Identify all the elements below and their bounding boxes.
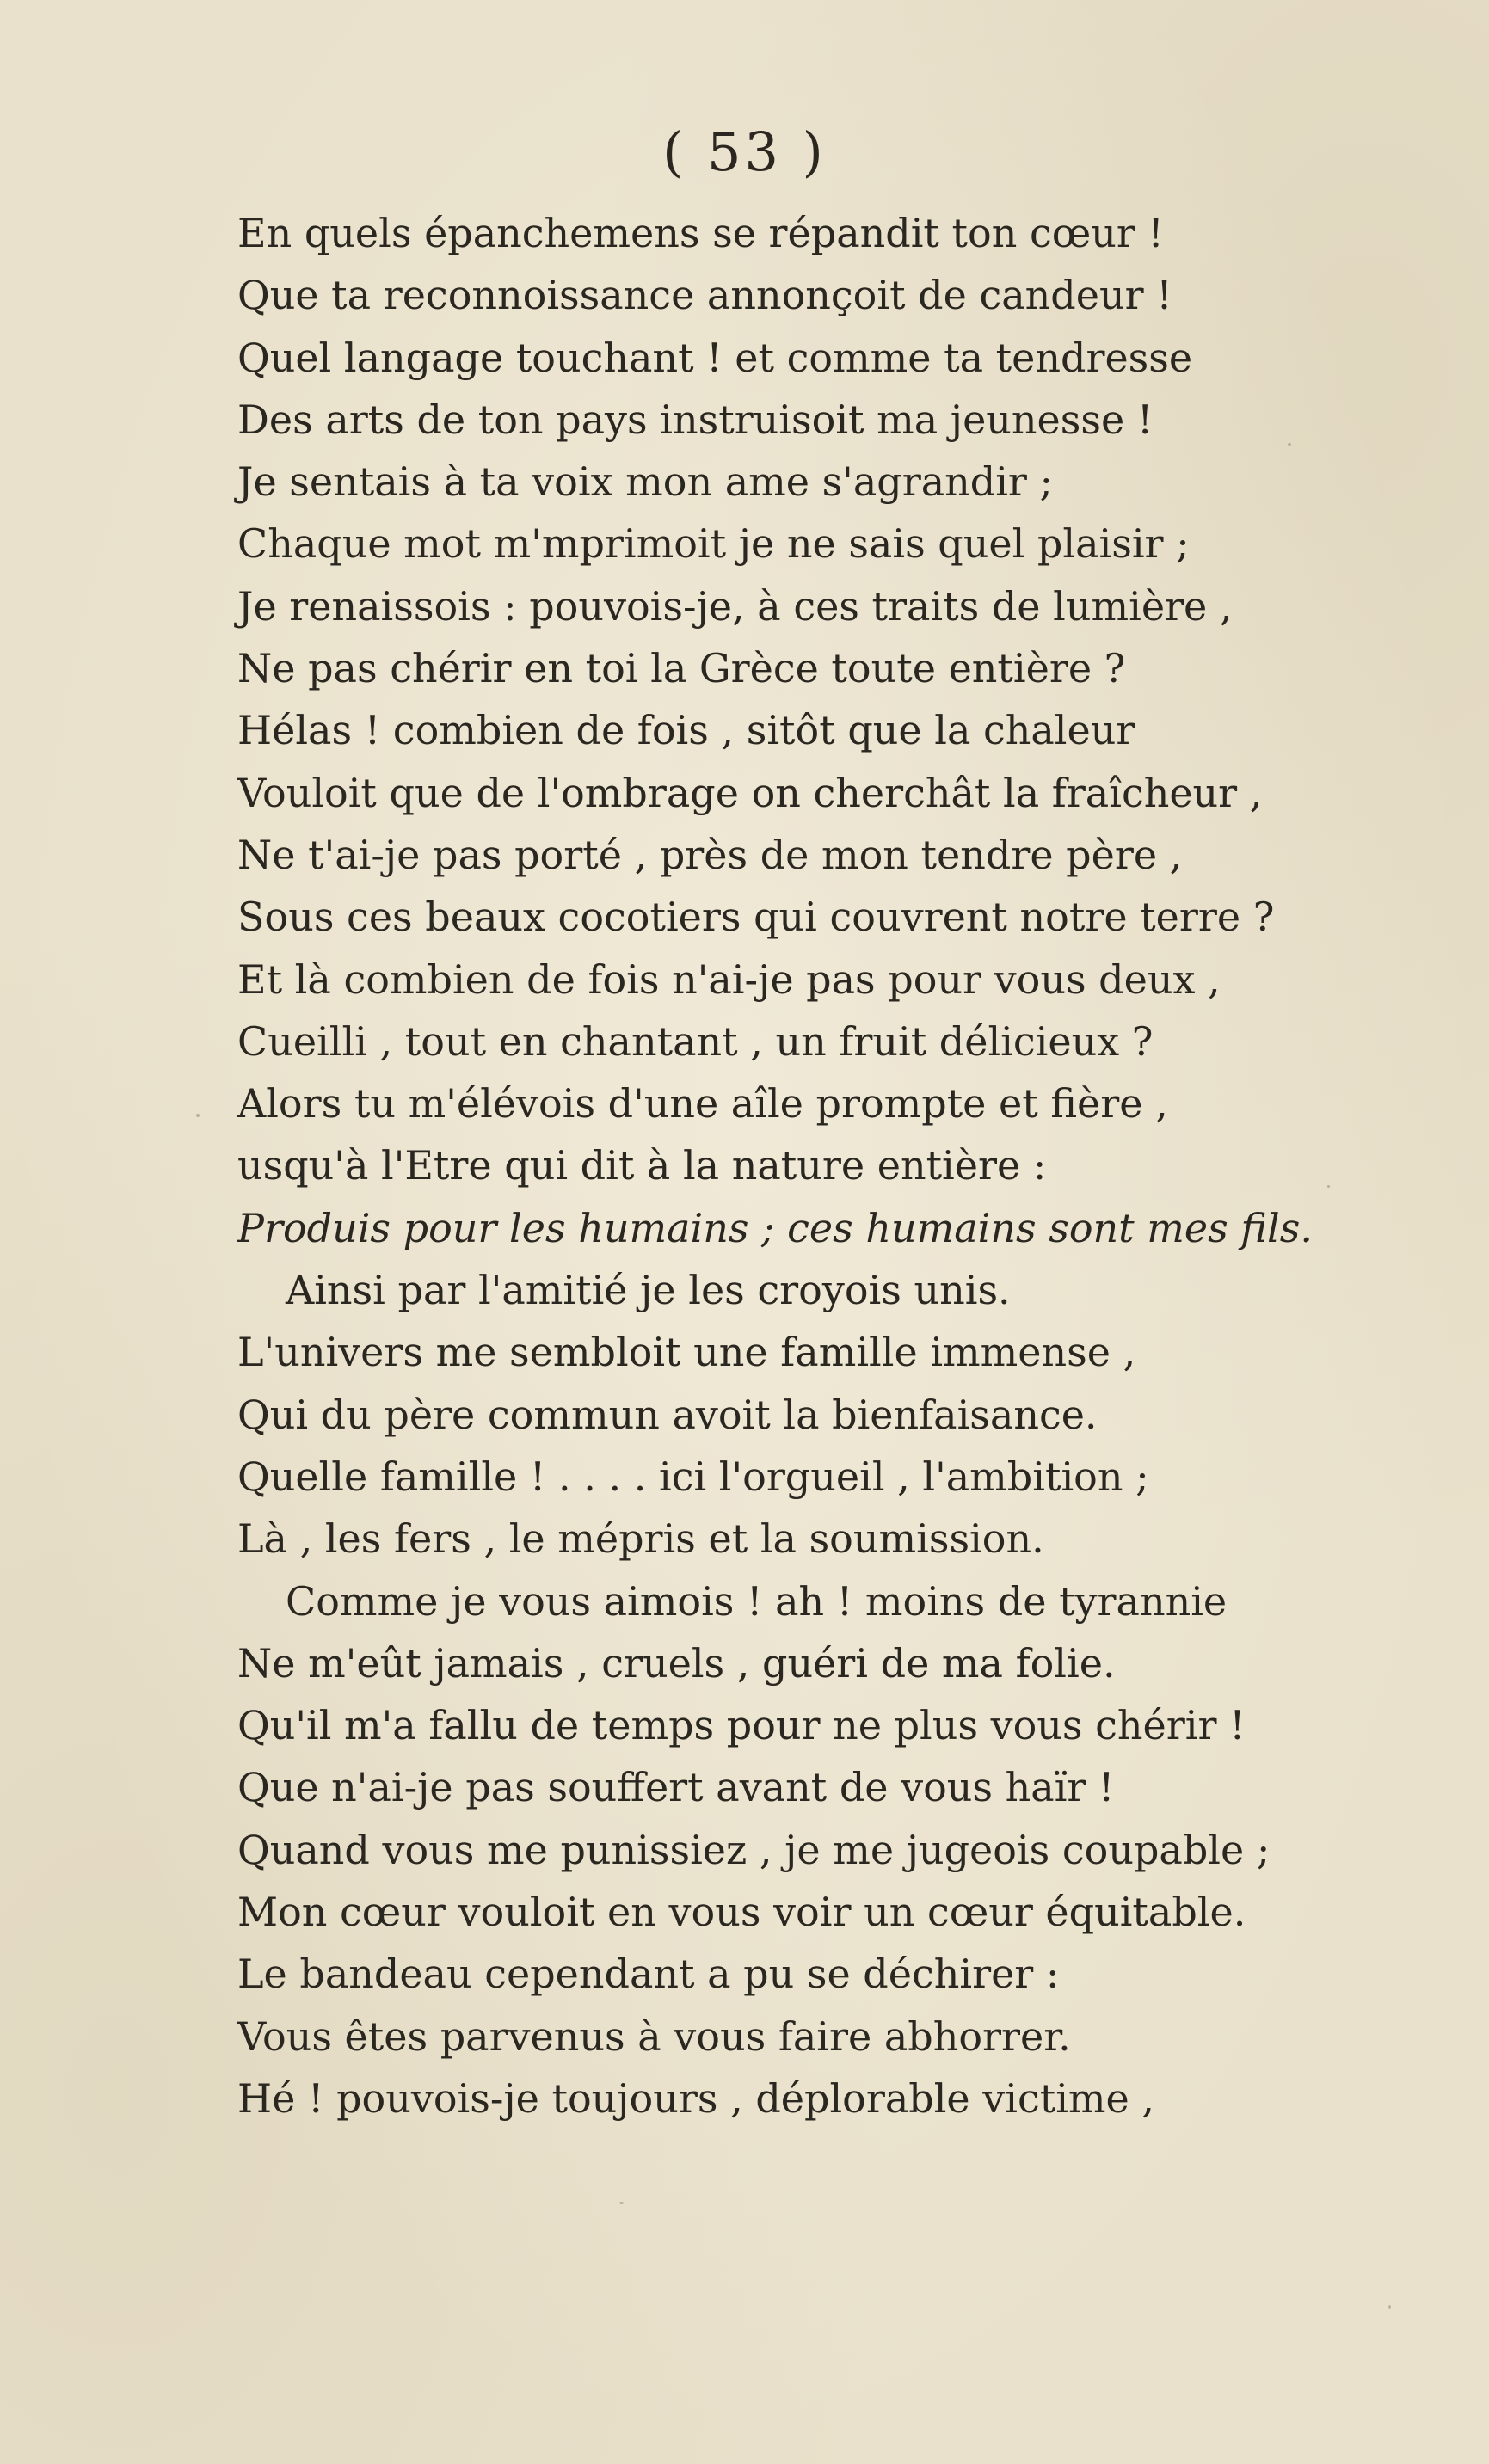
poem-line: Qu'il m'a fallu de temps pour ne plus vous chérir ! xyxy=(237,1702,1246,1749)
poem-line: Cueilli , tout en chantant , un fruit délicieux ? xyxy=(237,1017,1154,1065)
poem-line: Quelle famille ! . . . . ici l'orgueil , l'ambition ; xyxy=(237,1453,1149,1500)
poem-line: Quel langage touchant ! et comme ta tendresse xyxy=(237,334,1193,381)
paper-speck xyxy=(1327,1185,1330,1188)
poem-line: Quand vous me punissiez , je me jugeois coupable ; xyxy=(237,1826,1271,1873)
poem-line: Hé ! pouvois-je toujours , déplorable victime , xyxy=(237,2074,1155,2122)
paper-speck xyxy=(1388,2305,1391,2309)
poem-line: Ainsi par l'amitié je les croyois unis. xyxy=(286,1267,1011,1314)
poem-text xyxy=(237,202,1338,2129)
poem-line: usqu'à l'Etre qui dit à la nature entière : xyxy=(237,1142,1047,1189)
poem-line: En quels épanchemens se répandit ton cœur ! xyxy=(237,210,1164,256)
poem-line: L'univers me sembloit une famille immense , xyxy=(237,1329,1136,1376)
poem-line: Que n'ai-je pas souffert avant de vous haïr ! xyxy=(237,1764,1115,1811)
paper-speck xyxy=(196,1114,200,1117)
poem-line: Alors tu m'élévois d'une aîle prompte et fière , xyxy=(237,1080,1168,1128)
poem-line: Vous êtes parvenus à vous faire abhorrer. xyxy=(237,2012,1071,2060)
paper-speck xyxy=(1288,443,1291,446)
poem-line: Produis pour les humains ; ces humains sont mes fils. xyxy=(237,1204,1313,1251)
poem-line: Je renaissois : pouvois-je, à ces traits de lumière , xyxy=(237,582,1233,630)
poem-line: Ne m'eût jamais , cruels , guéri de ma folie. xyxy=(237,1639,1116,1687)
poem-line: Vouloit que de l'ombrage on cherchât la fraîcheur , xyxy=(237,769,1263,816)
paper-speck xyxy=(619,2202,624,2204)
poem-line: Des arts de ton pays instruisoit ma jeunesse ! xyxy=(237,396,1154,443)
poem-line: Mon cœur vouloit en vous voir un cœur équitable. xyxy=(237,1889,1246,1936)
poem-line: Là , les fers , le mépris et la soumission. xyxy=(237,1515,1044,1563)
poem-line: Que ta reconnoissance annonçoit de candeur ! xyxy=(237,272,1172,319)
poem-line: Ne t'ai-je pas porté , près de mon tendre père , xyxy=(237,831,1183,878)
page-number: ( 53 ) xyxy=(662,120,827,183)
poem-line: Sous ces beaux cocotiers qui couvrent notre terre ? xyxy=(237,894,1275,941)
poem-line: Et là combien de fois n'ai-je pas pour vous deux , xyxy=(237,955,1221,1003)
poem-line: Chaque mot m'mprimoit je ne sais quel plaisir ; xyxy=(237,520,1190,568)
poem-line: Qui du père commun avoit la bienfaisance. xyxy=(237,1391,1098,1438)
poem-line: Comme je vous aimois ! ah ! moins de tyrannie xyxy=(286,1577,1228,1625)
poem-line: Je sentais à ta voix mon ame s'agrandir ; xyxy=(237,458,1054,506)
poem-line: Ne pas chérir en toi la Grèce toute entière ? xyxy=(237,645,1126,692)
poem-line: Hélas ! combien de fois , sitôt que la chaleur xyxy=(237,707,1135,754)
poem-line: Le bandeau cependant a pu se déchirer : xyxy=(237,1951,1060,1998)
